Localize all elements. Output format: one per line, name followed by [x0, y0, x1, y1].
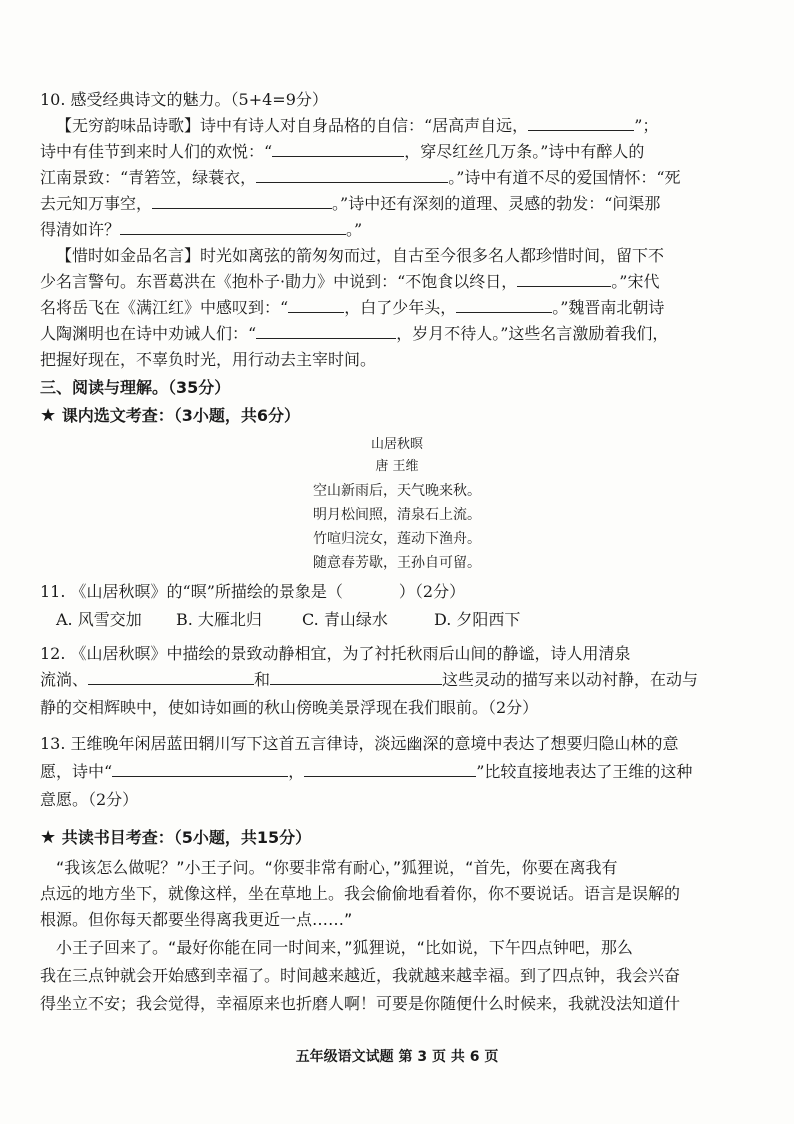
- answer-blank[interactable]: [120, 220, 346, 235]
- answer-blank[interactable]: [152, 194, 332, 209]
- text: 人陶渊明也在诗中劝诫人们：“: [40, 324, 257, 343]
- q10-line: [40, 168, 760, 188]
- answer-blank[interactable]: [517, 272, 611, 287]
- text: 愿，诗中“: [40, 762, 113, 781]
- text: 。”宋代: [611, 272, 660, 291]
- q10-line: [40, 324, 760, 344]
- text: 。”诗中还有深刻的道理、灵感的勃发：“问渠那: [332, 194, 661, 213]
- star-icon: ★: [40, 827, 57, 848]
- q10-line: [40, 350, 760, 370]
- q12-line: 12. 《山居秋暝》中描绘的景致动静相宜，为了衬托秋雨后山间的静谧，诗人用清泉: [40, 644, 631, 663]
- text: 名将岳飞在《满江红》中感叹到：“: [40, 298, 289, 317]
- poem-line: 明月松间照，清泉石上流。: [313, 507, 481, 523]
- text: 。”诗中有道不尽的爱国情怀：“死: [448, 168, 681, 187]
- poem-line: 竹喧归浣女，莲动下渔舟。: [313, 531, 481, 547]
- text: 把握好现在，不辜负时光，用行动去主宰时间。: [40, 350, 377, 369]
- option[interactable]: B. 大雁北归: [176, 610, 262, 629]
- answer-blank[interactable]: [304, 762, 476, 777]
- q11-stem: [40, 582, 760, 602]
- option[interactable]: A. 风雪交加: [56, 610, 142, 629]
- q13-line: 13. 王维晚年闲居蓝田辋川写下这首五言律诗，淡远幽深的意境中表达了想要归隐山林的意: [40, 734, 679, 753]
- poem-author: 唐 王维: [375, 459, 419, 474]
- answer-blank[interactable]: [272, 142, 404, 157]
- passage-line: 我在三点钟就会开始感到幸福了。时间越来越近，我就越来越幸福。到了四点钟，我会兴奋: [40, 966, 681, 985]
- q13-line: [40, 762, 760, 782]
- text: 得清如许？: [40, 220, 121, 239]
- q10-line: [40, 272, 760, 292]
- text: ”比较直接地表达了王维的这种: [476, 762, 693, 781]
- answer-blank[interactable]: [112, 762, 288, 777]
- poem-title: 山居秋暝: [370, 437, 423, 452]
- answer-blank[interactable]: [288, 298, 344, 313]
- text: ，: [288, 762, 305, 781]
- passage-line: 点远的地方坐下，就像这样，坐在草地上。我会偷偷地看着你，你不要说话。语言是误解的: [40, 884, 681, 903]
- q10-line: [40, 220, 760, 240]
- passage-line: 根源。但你每天都要坐得离我更近一点……”: [40, 910, 353, 929]
- text: 。”: [346, 220, 363, 239]
- passage-line: 得坐立不安；我会觉得，幸福原来也折磨人啊！可要是你随便什么时候来，我就没法知道什: [40, 994, 681, 1013]
- q10-line: [40, 142, 760, 162]
- passage-line: “我该怎么做呢？”小王子问。“你要非常有耐心，”狐狸说，“首先，你要在离我有: [56, 858, 618, 877]
- q10-title: 10. 感受经典诗文的魅力。（5+4=9分）: [40, 90, 328, 109]
- answer-blank[interactable]: [456, 298, 552, 313]
- option[interactable]: D. 夕阳西下: [434, 610, 521, 629]
- q10-line: [56, 116, 776, 136]
- text: 江南景致：“青箬笠，绿蓑衣，: [40, 168, 257, 187]
- answer-blank[interactable]: [256, 168, 448, 183]
- section-title: 三、阅读与理解。（35分）: [40, 378, 231, 397]
- text: ，白了少年头，: [344, 298, 457, 317]
- option[interactable]: C. 青山绿水: [302, 610, 388, 629]
- text: 和: [254, 670, 271, 689]
- part-title: [40, 828, 760, 848]
- text: 去元知万事空，: [40, 194, 153, 213]
- q13-line: 意愿。（2分）: [40, 790, 139, 809]
- text: 共读书目考查：（5小题，共15分）: [61, 828, 312, 847]
- text: 【无穷韵味品诗歌】诗中有诗人对自身品格的自信：“居高声自远，: [56, 116, 529, 135]
- q10-line: [40, 194, 760, 214]
- text: 这些灵动的描写来以动衬静，在动与: [442, 670, 699, 689]
- q12-line: 静的交相辉映中，使如诗如画的秋山傍晚美景浮现在我们眼前。（2分）: [40, 698, 539, 717]
- passage-line: 小王子回来了。“最好你能在同一时间来，”狐狸说，“比如说，下午四点钟吧，那么: [56, 938, 633, 957]
- text: 诗中有佳节到来时人们的欢悦：“: [40, 142, 273, 161]
- page-footer: 五年级语文试题 第 3 页 共 6 页: [295, 1049, 499, 1065]
- text: 11. 《山居秋暝》的“暝”所描绘的景象是（: [40, 582, 343, 601]
- text: ”；: [634, 116, 659, 135]
- answer-blank[interactable]: [88, 670, 254, 685]
- text: ，岁月不待人。”这些名言激励着我们，: [396, 324, 669, 343]
- q10-line: [40, 298, 760, 318]
- text: ）（2分）: [398, 582, 466, 601]
- part-title: [40, 406, 760, 426]
- text: 。”魏晋南北朝诗: [552, 298, 665, 317]
- q11-options: [56, 610, 776, 630]
- q12-line: [40, 670, 760, 690]
- answer-blank[interactable]: [256, 324, 396, 339]
- q10-line: [56, 246, 776, 266]
- text: ，穿尽红丝几万条。”诗中有醉人的: [404, 142, 645, 161]
- text: 课内选文考查：（3小题，共6分）: [61, 406, 300, 425]
- star-icon: ★: [40, 405, 57, 426]
- answer-blank[interactable]: [528, 116, 634, 131]
- poem-line: 空山新雨后，天气晚来秋。: [313, 483, 481, 499]
- text: 【惜时如金品名言】时光如离弦的箭匆匆而过，自古至今很多名人都珍惜时间，留下不: [56, 246, 665, 265]
- answer-blank[interactable]: [270, 670, 442, 685]
- text: 少名言警句。东晋葛洪在《抱朴子·勖力》中说到：“不饱食以终日，: [40, 272, 518, 291]
- text: 流淌、: [40, 670, 89, 689]
- poem-line: 随意春芳歇，王孙自可留。: [313, 555, 481, 571]
